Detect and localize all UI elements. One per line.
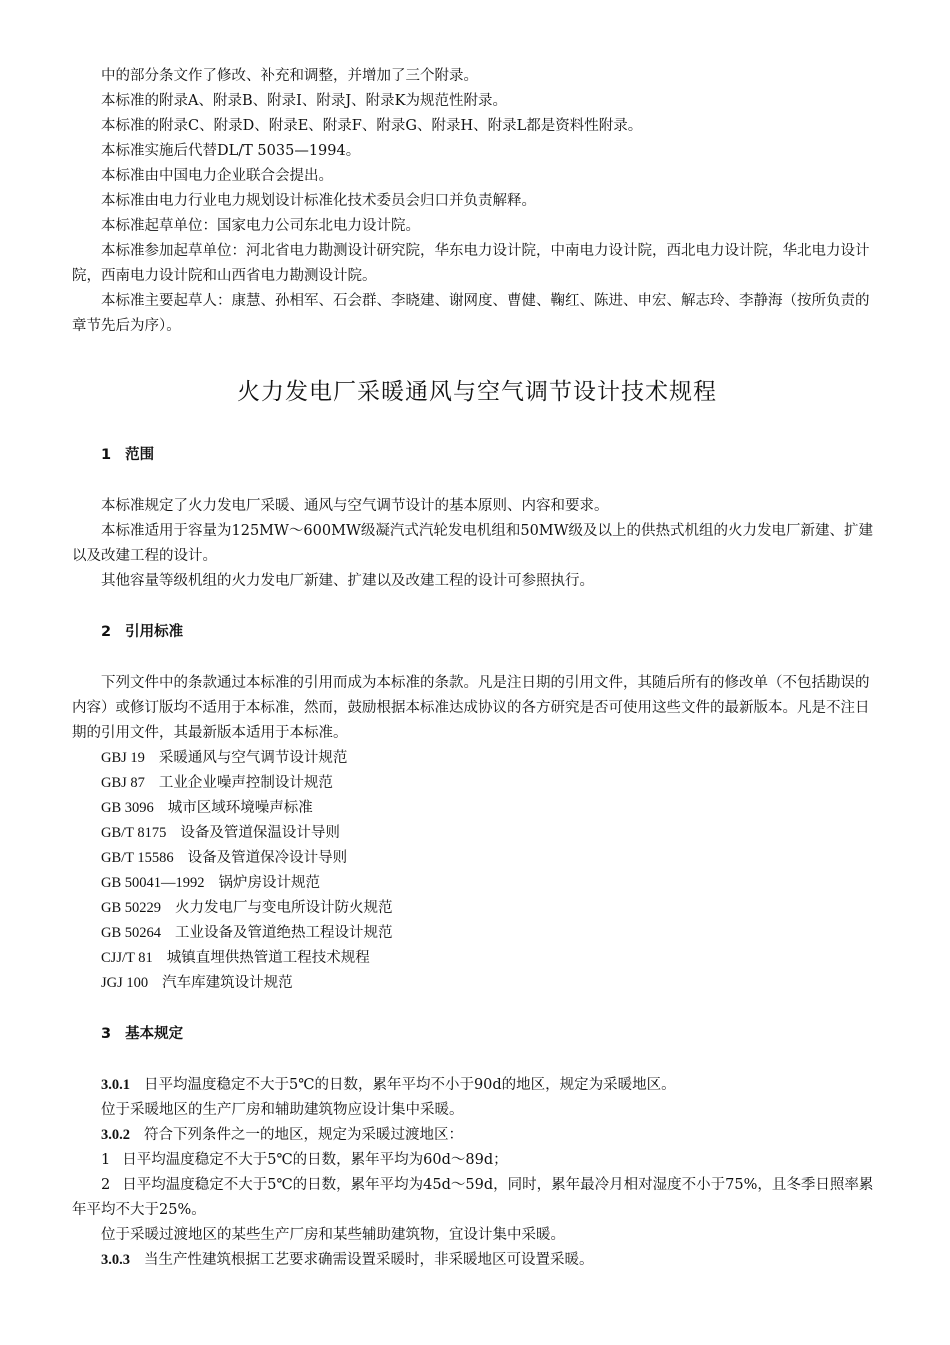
clause-number: 3.0.3 bbox=[101, 1252, 130, 1268]
clause-number: 3.0.1 bbox=[101, 1077, 130, 1093]
section-title: 基本规定 bbox=[125, 1026, 184, 1042]
preface-block bbox=[72, 64, 882, 339]
section-title: 范围 bbox=[125, 447, 155, 463]
reference-name: 锅炉房设计规范 bbox=[218, 875, 321, 891]
clause-3-0-3 bbox=[72, 1248, 882, 1273]
preface-line: 本标准的附录A、附录B、附录I、附录J、附录K为规范性附录。 bbox=[101, 93, 507, 109]
reference-item bbox=[72, 946, 882, 971]
reference-code: GBJ 19 bbox=[101, 750, 145, 766]
reference-code: GB 50041—1992 bbox=[101, 875, 205, 891]
preface-line: 本标准参加起草单位：河北省电力勘测设计研究院，华东电力设计院，中南电力设计院，西北电力设计院，华北电力设计院，西南电力设计院和山西省电力勘测设计院。 bbox=[72, 243, 870, 284]
clause-text: 日平均温度稳定不大于5℃的日数，累年平均不小于90d的地区，规定为采暖地区。 bbox=[144, 1077, 676, 1093]
reference-item bbox=[72, 971, 882, 996]
preface-line: 本标准由电力行业电力规划设计标准化技术委员会归口并负责解释。 bbox=[101, 193, 536, 209]
reference-name: 设备及管道保温设计导则 bbox=[180, 825, 340, 841]
reference-code: GB/T 15586 bbox=[101, 850, 174, 866]
clause-item bbox=[72, 1173, 882, 1223]
preface-line: 本标准实施后代替DL/T 5035—1994。 bbox=[101, 143, 361, 159]
section-number: 2 bbox=[101, 624, 112, 640]
item-number: 1 bbox=[101, 1152, 111, 1168]
scope-paragraph: 本标准规定了火力发电厂采暖、通风与空气调节设计的基本原则、内容和要求。 bbox=[101, 498, 609, 514]
reference-item bbox=[72, 796, 882, 821]
reference-name: 工业设备及管道绝热工程设计规范 bbox=[175, 925, 393, 941]
reference-code: GB 3096 bbox=[101, 800, 154, 816]
reference-item bbox=[72, 771, 882, 796]
scope-paragraph: 本标准适用于容量为125MW～600MW级凝汽式汽轮发电机组和50MW级及以上的供热式机组的火力发电厂新建、扩建以及改建工程的设计。 bbox=[72, 523, 874, 564]
reference-code: GB 50264 bbox=[101, 925, 162, 941]
section-heading-references bbox=[72, 620, 882, 645]
reference-item bbox=[72, 846, 882, 871]
reference-name: 城市区域环境噪声标准 bbox=[167, 800, 313, 816]
document-title: 火力发电厂采暖通风与空气调节设计技术规程 bbox=[237, 379, 717, 405]
reference-name: 采暖通风与空气调节设计规范 bbox=[158, 750, 348, 766]
reference-item bbox=[72, 821, 882, 846]
preface-line: 中的部分条文作了修改、补充和调整，并增加了三个附录。 bbox=[101, 68, 478, 84]
reference-code: GB 50229 bbox=[101, 900, 162, 916]
preface-line: 本标准主要起草人：康慧、孙相军、石会群、李晓建、谢网度、曹健、鞠红、陈进、申宏、解志玲、李静海（按所负责的章节先后为序）。 bbox=[72, 293, 870, 334]
reference-item bbox=[72, 921, 882, 946]
clause-note: 位于采暖过渡地区的某些生产厂房和某些辅助建筑物，宜设计集中采暖。 bbox=[101, 1227, 565, 1243]
reference-code: CJJ/T 81 bbox=[101, 950, 153, 966]
reference-item bbox=[72, 896, 882, 921]
section-number: 3 bbox=[101, 1026, 112, 1042]
clause-item bbox=[72, 1148, 882, 1173]
clause-3-0-1 bbox=[72, 1073, 882, 1098]
reference-item bbox=[72, 746, 882, 771]
reference-code: GBJ 87 bbox=[101, 775, 145, 791]
item-text: 日平均温度稳定不大于5℃的日数，累年平均为45d～59d，同时，累年最冷月相对湿度不小于75%，且冬季日照率累年平均不大于25%。 bbox=[72, 1177, 874, 1218]
reference-name: 火力发电厂与变电所设计防火规范 bbox=[175, 900, 393, 916]
reference-name: 工业企业噪声控制设计规范 bbox=[158, 775, 333, 791]
document-page bbox=[72, 64, 882, 1273]
item-text: 日平均温度稳定不大于5℃的日数，累年平均为60d～89d； bbox=[122, 1152, 508, 1168]
reference-name: 汽车库建筑设计规范 bbox=[162, 975, 293, 991]
clause-note: 位于采暖地区的生产厂房和辅助建筑物应设计集中采暖。 bbox=[101, 1102, 464, 1118]
clause-text: 当生产性建筑根据工艺要求确需设置采暖时，非采暖地区可设置采暖。 bbox=[144, 1252, 594, 1268]
clause-text: 符合下列条件之一的地区，规定为采暖过渡地区： bbox=[144, 1127, 463, 1143]
reference-list bbox=[72, 746, 882, 996]
clause-3-0-2 bbox=[72, 1123, 882, 1148]
reference-code: GB/T 8175 bbox=[101, 825, 167, 841]
scope-paragraph: 其他容量等级机组的火力发电厂新建、扩建以及改建工程的设计可参照执行。 bbox=[101, 573, 594, 589]
clause-number: 3.0.2 bbox=[101, 1127, 130, 1143]
preface-line: 本标准的附录C、附录D、附录E、附录F、附录G、附录H、附录L都是资料性附录。 bbox=[101, 118, 643, 134]
preface-line: 本标准起草单位：国家电力公司东北电力设计院。 bbox=[101, 218, 420, 234]
section-heading-basic-rules bbox=[72, 1022, 882, 1047]
reference-item bbox=[72, 871, 882, 896]
reference-name: 设备及管道保冷设计导则 bbox=[187, 850, 348, 866]
section-heading-scope bbox=[72, 443, 882, 468]
item-number: 2 bbox=[101, 1177, 111, 1193]
references-intro: 下列文件中的条款通过本标准的引用而成为本标准的条款。凡是注日期的引用文件，其随后所有的修改单（不包括勘误的内容）或修订版均不适用于本标准，然而，鼓励根据本标准达成协议的各方研究是否可使用这些文件的最新版本。凡是不注日期的引用文件，其最新版本适用于本标准。 bbox=[72, 675, 870, 741]
section-number: 1 bbox=[101, 447, 112, 463]
section-title: 引用标准 bbox=[125, 624, 184, 640]
preface-line: 本标准由中国电力企业联合会提出。 bbox=[101, 168, 333, 184]
reference-name: 城镇直埋供热管道工程技术规程 bbox=[166, 950, 370, 966]
reference-code: JGJ 100 bbox=[101, 975, 149, 991]
